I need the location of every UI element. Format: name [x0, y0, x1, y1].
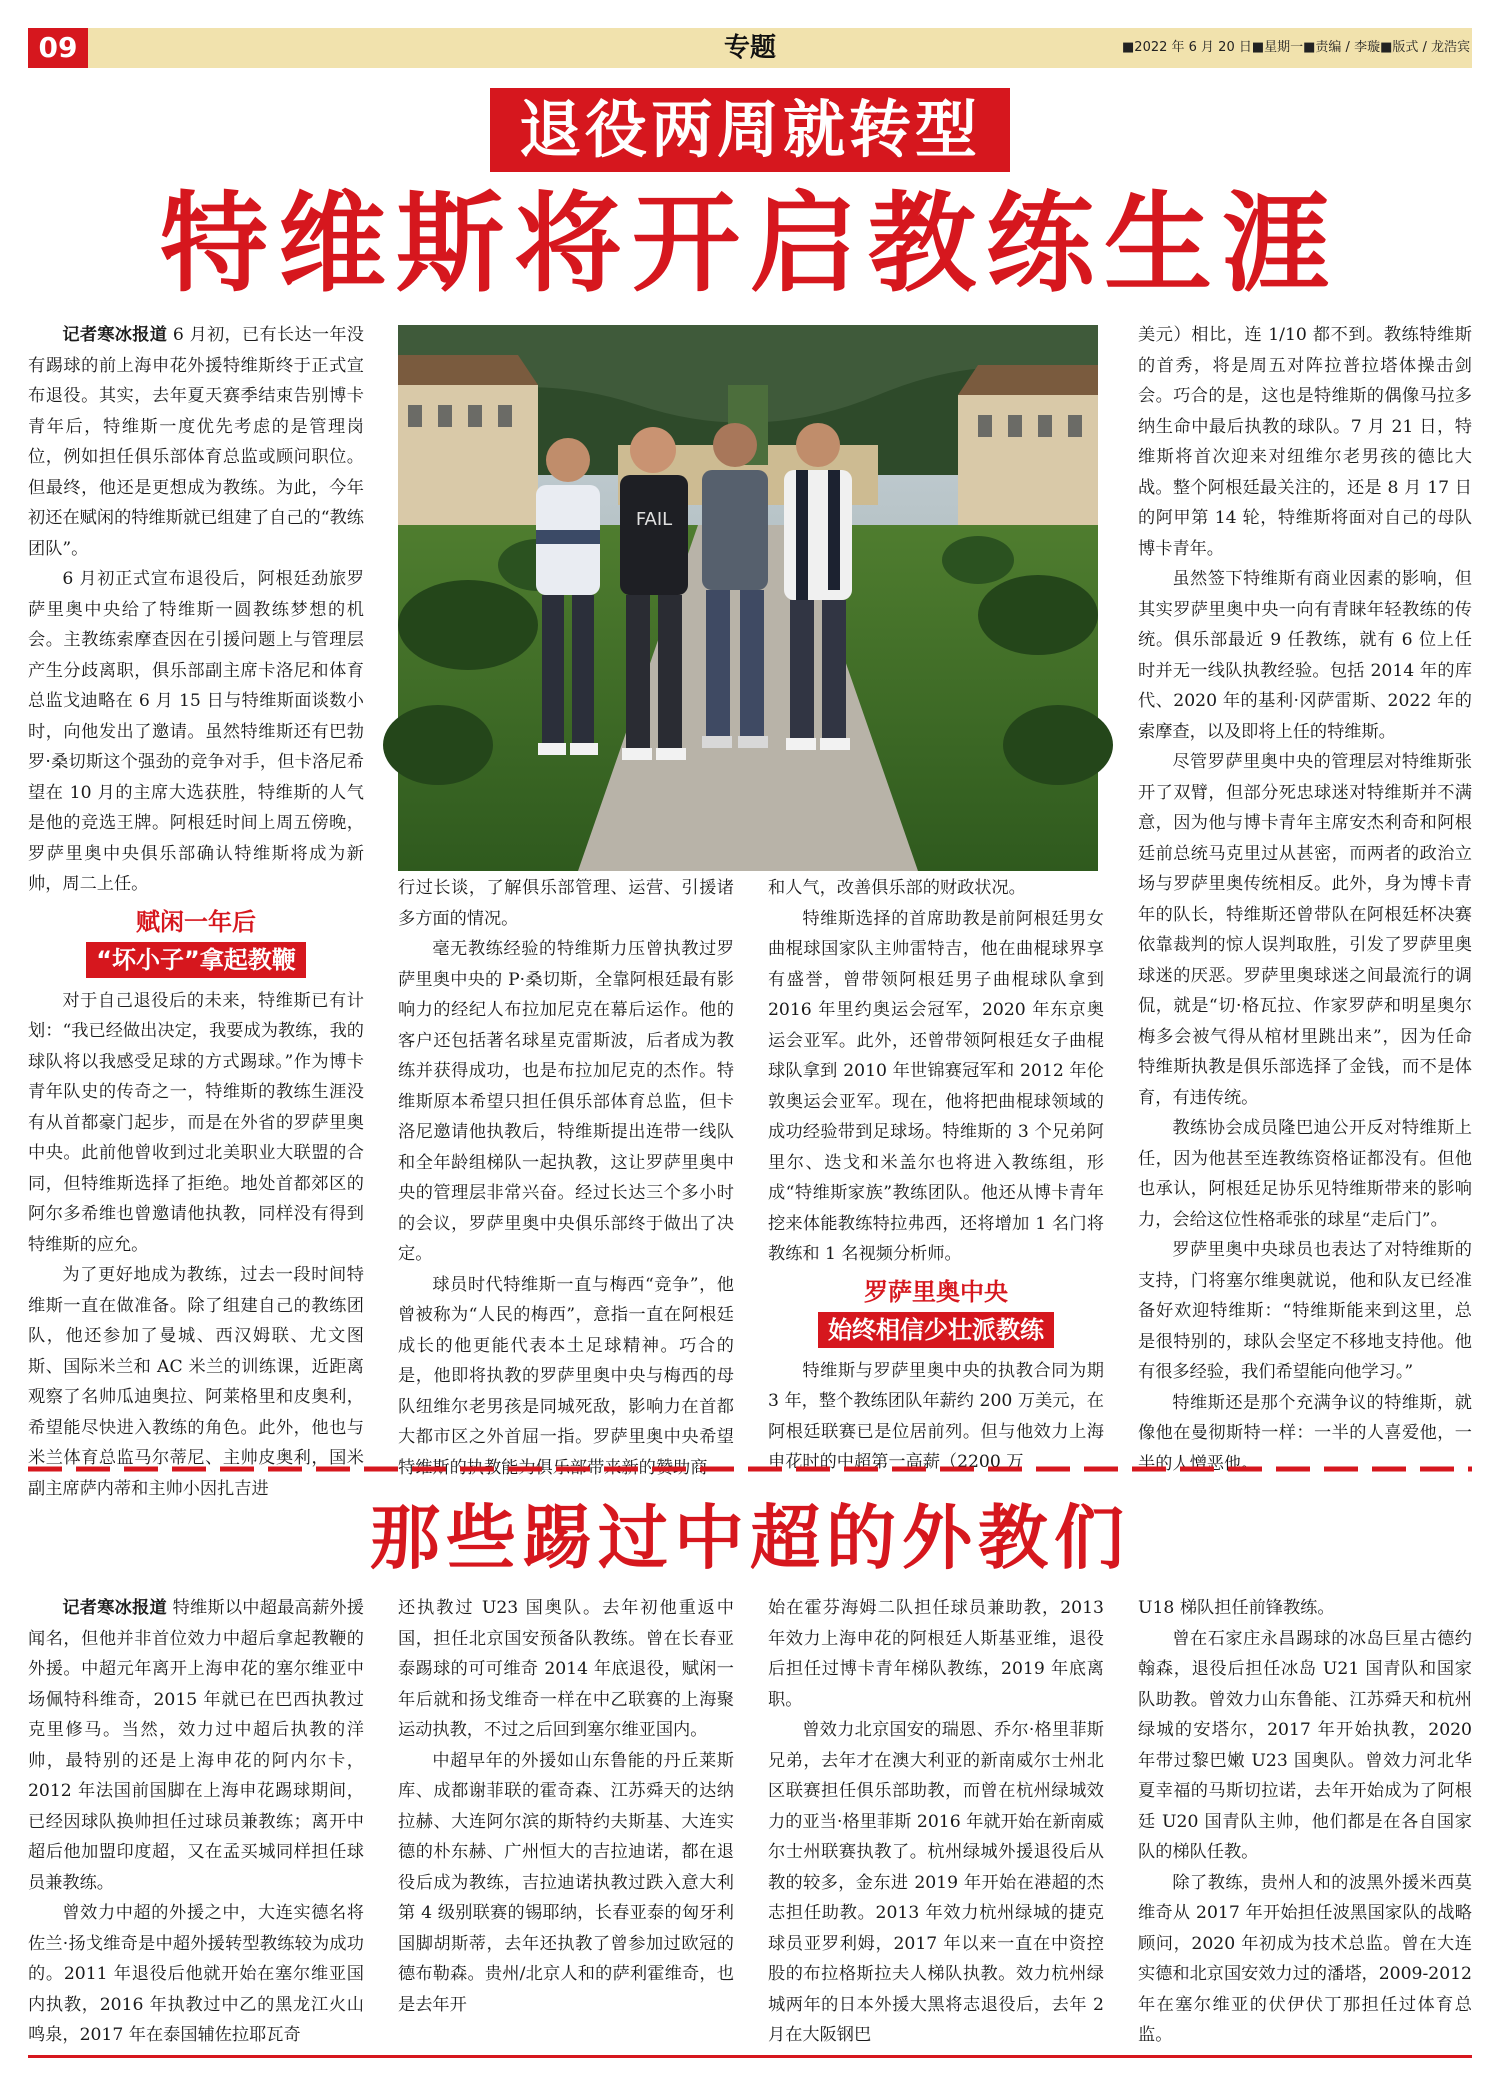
paragraph: 教练协会成员隆巴迪公开反对特维斯上任，因为他甚至连教练资格证都没有。但他也承认，阿根廷足协乐见特维斯带来的影响力，会给这位性格乖张的球星“走后门”。 — [1138, 1118, 1472, 1230]
article1-column-2 — [398, 873, 734, 1478]
article2-column-3 — [768, 1593, 1104, 2045]
paragraph: 为了更好地成为教练，过去一段时间特维斯一直在做准备。除了组建自己的教练团队，他还参加了曼城、西汉姆联、尤文图斯、国际米兰和 AC 米兰的训练课，近距离观察了名帅瓜迪奥拉、阿莱格里和皮奥利，希望能尽快进入教练的角色。此外，他也与米兰体育总监马尔蒂尼、主帅皮奥利，国米副主席萨内蒂和主帅小因扎吉进 — [28, 1265, 364, 1499]
byline: 记者寒冰报道 — [62, 325, 168, 345]
photo-illustration — [398, 325, 1098, 871]
subheading — [28, 904, 364, 978]
subheading — [768, 1274, 1104, 1348]
paragraph: 除了教练，贵州人和的波黑外援米西莫维奇从 2017 年开始担任波黑国家队的战略顾问，2020 年初成为技术总监。曾在大连实德和北京国安效力过的潘塔，2009-2012 年在塞尔维亚的伏伊伏丁那担任过体育总监。 — [1138, 1872, 1472, 2045]
byline: 记者寒冰报道 — [62, 1598, 167, 1618]
article-kicker: 退役两周就转型 — [490, 88, 1010, 172]
team-photo — [398, 325, 1098, 871]
subheading-line-1: 赋闲一年后 — [136, 907, 256, 936]
paragraph: 始在霍芬海姆二队担任球员兼助教，2013 年效力上海申花的阿根廷人斯基亚维，退役后担任过博卡青年梯队教练，2019 年底离职。 — [768, 1598, 1104, 1710]
dashed-divider — [28, 1466, 1472, 1472]
paragraph: 虽然签下特维斯有商业因素的影响，但其实罗萨里奥中央一向有青睐年轻教练的传统。俱乐部最近 9 任教练，就有 6 位上任时并无一线队执教经验。包括 2014 年的库代、2020 年的基利·冈萨雷斯、2022 年的索摩查，以及即将上任的特维斯。 — [1138, 569, 1472, 742]
article2-column-2 — [398, 1593, 734, 2045]
subheading-line-2: 始终相信少壮派教练 — [818, 1312, 1054, 1348]
paragraph: 对于自己退役后的未来，特维斯已有计划：“我已经做出决定，我要成为教练，我的球队将以我感受足球的方式踢球。”作为博卡青年队史的传奇之一，特维斯的教练生涯没有从首都豪门起步，而是在外省的罗萨里奥中央。此前他曾收到过北美职业大联盟的合同，但特维斯选择了拒绝。地处首都郊区的阿尔多希维也曾邀请他执教，同样没有得到特维斯的应允。 — [28, 990, 364, 1255]
paragraph: 特维斯以中超最高薪外援闻名，但他并非首位效力中超后拿起教鞭的外援。中超元年离开上海申花的塞尔维亚中场佩特科维奇，2015 年就已在巴西执教过克里修马。当然，效力过中超后执教的洋帅，最特别的还是上海申花的阿内尔卡，2012 年法国前国脚在上海申花踢球期间，已经因球队换帅担任过球员兼教练；离开中超后他加盟印度超，又在孟买城同样担任球员兼教练。 — [28, 1598, 364, 1893]
paragraph: 球员时代特维斯一直与梅西“竞争”，他曾被称为“人民的梅西”，意指一直在阿根廷成长的他更能代表本土足球精神。巧合的是，他即将执教的罗萨里奥中央与梅西的母队纽维尔老男孩是同城死敌，影响力在首都大都市区之外首屈一指。罗萨里奥中央希望特维斯的执教能为俱乐部带来新的赞助商 — [398, 1274, 734, 1478]
article2-column-1 — [28, 1593, 364, 2045]
paragraph: 6 月初，已有长达一年没有踢球的前上海申花外援特维斯终于正式宣布退役。其实，去年夏天赛季结束告别博卡青年后，特维斯一度优先考虑的是管理岗位，例如担任俱乐部体育总监或顾问职位。但最终，他还是更想成为教练。为此，今年初还在赋闲的特维斯就已组建了自己的“教练团队”。 — [28, 325, 364, 559]
paragraph: 特维斯还是那个充满争议的特维斯，就像他在曼彻斯特一样：一半的人喜爱他，一半的人憎恶他。 — [1138, 1392, 1472, 1474]
article2-column-4 — [1138, 1593, 1472, 2045]
paragraph: 特维斯选择的首席助教是前阿根廷男女曲棍球国家队主帅雷特吉，他在曲棍球界享有盛誉，曾带领阿根廷男子曲棍球队拿到 2016 年里约奥运会冠军，2020 年东京奥运会亚军。此外，还曾带领阿根廷女子曲棍球队拿到 2010 年世锦赛冠军和 2012 年伦敦奥运会亚军。现在，他将把曲棍球领域的成功经验带到足球场。特维斯的 3 个兄弟阿里尔、迭戈和米盖尔也将进入教练组，形成“特维斯家族”教练团队。他还从博卡青年挖来体能教练特拉弗西，还将增加 1 名门将教练和 1 名视频分析师。 — [768, 908, 1104, 1264]
paragraph: 罗萨里奥中央球员也表达了对特维斯的支持，门将塞尔维奥就说，他和队友已经准备好欢迎特维斯：“特维斯能来到这里，总是很特别的，球队会坚定不移地支持他。他有很多经验，我们希望能向他学习。” — [1138, 1240, 1472, 1382]
subheading-line-1: 罗萨里奥中央 — [864, 1277, 1008, 1306]
paragraph: 6 月初正式宣布退役后，阿根廷劲旅罗萨里奥中央给了特维斯一圆教练梦想的机会。主教练索摩查因在引援问题上与管理层产生分歧离职，俱乐部副主席卡洛尼和体育总监戈迪略在 6 月 15 日与特维斯面谈数小时，向他发出了邀请。虽然特维斯还有巴勃罗·桑切斯这个强劲的竞争对手，但卡洛尼希望在 10 月的主席大选获胜，特维斯的人气是他的竞选王牌。阿根廷时间上周五傍晚，罗萨里奥中央俱乐部确认特维斯将成为新帅，周二上任。 — [28, 569, 364, 894]
paragraph: 行过长谈，了解俱乐部管理、运营、引援诸多方面的情况。 — [398, 878, 734, 929]
article1-column-3 — [768, 873, 1104, 1472]
paragraph: 特维斯与罗萨里奥中央的执教合同为期 3 年，整个教练团队年薪约 200 万美元，在阿根廷联赛已是位居前列。但与他效力上海申花时的中超第一高薪（2200 万 — [768, 1360, 1104, 1472]
paragraph: 曾效力中超的外援之中，大连实德名将佐兰·扬戈维奇是中超外援转型教练较为成功的。2011 年退役后他就开始在塞尔维亚国内执教，2016 年执教过中乙的黑龙江火山鸣泉，2017 年在泰国辅佐拉耶瓦奇 — [28, 1903, 364, 2045]
section-name: 专题 — [723, 33, 776, 63]
article-headline: 特维斯将开启教练生涯 — [159, 182, 1340, 307]
bottom-rule — [28, 2055, 1472, 2058]
paragraph: U18 梯队担任前锋教练。 — [1138, 1598, 1335, 1618]
article1-column-1 — [28, 320, 364, 1499]
page-number: 09 — [28, 28, 88, 68]
paragraph: 曾在石家庄永昌踢球的冰岛巨星古德约翰森，退役后担任冰岛 U21 国青队和国家队助教。曾效力山东鲁能、江苏舜天和杭州绿城的安塔尔，2017 年开始执教，2020 年带过黎巴嫩 U23 国奥队。曾效力河北华夏幸福的马斯切拉诺，去年开始成为了阿根廷 U20 国青队主帅，他们都是在各自国家队的梯队任教。 — [1138, 1628, 1472, 1862]
paragraph: 和人气，改善俱乐部的财政状况。 — [768, 878, 1026, 898]
paragraph: 中超早年的外援如山东鲁能的丹丘莱斯库、成都谢菲联的霍奇森、江苏舜天的达纳拉赫、大连阿尔滨的斯特约夫斯基、大连实德的朴东赫、广州恒大的吉拉迪诺，都在退役后成为教练，吉拉迪诺执教过跌入意大利第 4 级别联赛的锡耶纳，长春亚泰的匈牙利国脚胡斯蒂，去年还执教了曾参加过欧冠的德布勒森。贵州/北京人和的萨利霍维奇，也是去年开 — [398, 1750, 734, 2015]
paragraph: 美元）相比，连 1/10 都不到。教练特维斯的首秀，将是周五对阵拉普拉塔体操击剑会。巧合的是，这也是特维斯的偶像马拉多纳生命中最后执教的球队。7 月 21 日，特维斯将首次迎来对纽维尔老男孩的德比大战。整个阿根廷最关注的，还是 8 月 17 日的阿甲第 14 轮，特维斯将面对自己的母队博卡青年。 — [1138, 325, 1472, 559]
article1-column-4 — [1138, 320, 1472, 1474]
paragraph: 毫无教练经验的特维斯力压曾执教过罗萨里奥中央的 P·桑切斯，全靠阿根廷最有影响力的经纪人布拉加尼克在幕后运作。他的客户还包括著名球星克雷斯波，后者成为教练并获得成功，也是布拉加尼克的杰作。特维斯原本希望只担任俱乐部体育总监，但卡洛尼邀请他执教后，特维斯提出连带一线队和全年龄组梯队一起执教，这让罗萨里奥中央的管理层非常兴奋。经过长达三个多小时的会议，罗萨里奥中央俱乐部终于做出了决定。 — [398, 939, 734, 1264]
dateline: ■2022 年 6 月 20 日■星期一■责编 / 李璇■版式 / 龙浩宾 — [1122, 40, 1470, 55]
paragraph: 还执教过 U23 国奥队。去年初他重返中国，担任北京国安预备队教练。曾在长春亚泰踢球的可可维奇 2014 年底退役，赋闲一年后就和扬戈维奇一样在中乙联赛的上海聚运动执教，不过之后回到塞尔维亚国内。 — [398, 1598, 734, 1740]
paragraph: 尽管罗萨里奥中央的管理层对特维斯张开了双臂，但部分死忠球迷对特维斯并不满意，因为他与博卡青年主席安杰利奇和阿根廷前总统马克里过从甚密，而两者的政治立场与罗萨里奥传统相反。此外，身为博卡青年的队长，特维斯还曾带队在阿根廷杯决赛依靠裁判的惊人误判取胜，引发了罗萨里奥球迷的厌恶。罗萨里奥球迷之间最流行的调侃，就是“切·格瓦拉、作家罗萨和明星奥尔梅多会被气得从棺材里跳出来”，因为任命特维斯执教是俱乐部选择了金钱，而不是体育，有违传统。 — [1138, 752, 1472, 1108]
shirt-text: FAIL — [635, 509, 673, 530]
paragraph: 曾效力北京国安的瑞恩、乔尔·格里菲斯兄弟，去年才在澳大利亚的新南威尔士州北区联赛担任俱乐部助教，而曾在杭州绿城效力的亚当·格里菲斯 2016 年就开始在新南威尔士州联赛执教了。杭州绿城外援退役后从教的较多，金东进 2019 年开始在港超的杰志担任助教。2013 年效力杭州绿城的捷克球员亚罗利姆，2017 年以来一直在中资控股的布拉格斯拉夫人梯队执教。效力杭州绿城两年的日本外援大黑将志退役后，去年 2 月在大阪钢巴 — [768, 1720, 1104, 2045]
subheading-line-2: “坏小子”拿起教鞭 — [86, 942, 306, 978]
article-headline-2: 那些踢过中超的外教们 — [370, 1497, 1130, 1579]
